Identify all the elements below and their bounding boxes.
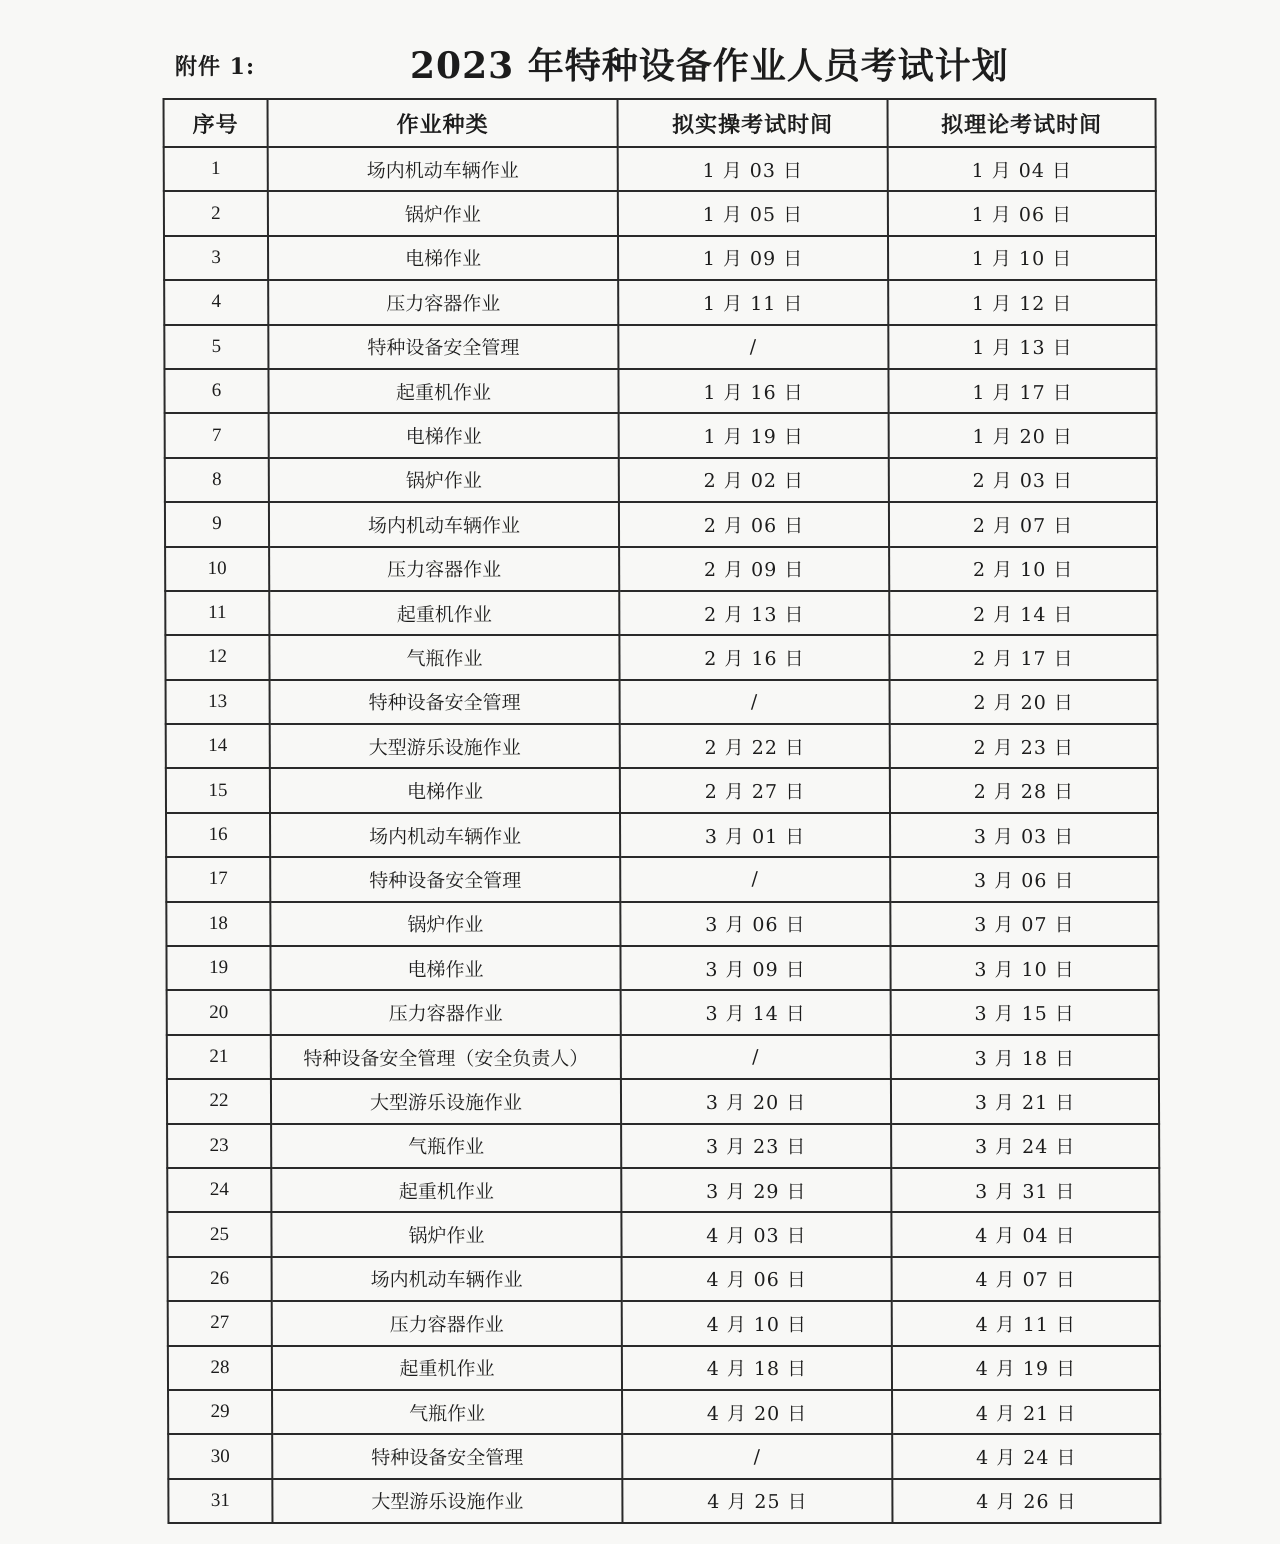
cell-theory-exam-date: 2 月 07 日 [889, 502, 1157, 546]
cell-operation-type: 大型游乐设施作业 [270, 724, 620, 768]
cell-serial-number: 5 [164, 325, 268, 369]
cell-practical-exam-date: 3 月 01 日 [620, 813, 890, 857]
cell-operation-type: 电梯作业 [270, 946, 620, 990]
cell-serial-number: 7 [165, 413, 269, 457]
cell-theory-exam-date: 4 月 07 日 [892, 1257, 1160, 1301]
cell-serial-number: 21 [167, 1035, 271, 1079]
cell-practical-exam-date: 4 月 03 日 [621, 1212, 891, 1256]
cell-practical-exam-date: 1 月 11 日 [618, 280, 888, 324]
cell-theory-exam-date: 3 月 24 日 [891, 1124, 1159, 1168]
table-row [168, 1301, 1160, 1345]
table-row [166, 902, 1158, 946]
cell-serial-number: 8 [165, 458, 269, 502]
cell-operation-type: 场内机动车辆作业 [272, 1257, 622, 1301]
cell-theory-exam-date: 4 月 21 日 [892, 1390, 1160, 1434]
cell-serial-number: 30 [168, 1434, 272, 1478]
cell-practical-exam-date: 3 月 20 日 [621, 1079, 891, 1123]
cell-serial-number: 28 [168, 1346, 272, 1390]
cell-operation-type: 压力容器作业 [268, 280, 618, 324]
cell-theory-exam-date: 1 月 20 日 [889, 413, 1157, 457]
cell-operation-type: 特种设备安全管理 [268, 325, 618, 369]
cell-theory-exam-date: 3 月 07 日 [890, 902, 1158, 946]
cell-serial-number: 24 [167, 1168, 271, 1212]
cell-serial-number: 18 [166, 902, 270, 946]
cell-theory-exam-date: 4 月 26 日 [892, 1479, 1160, 1523]
cell-serial-number: 17 [166, 857, 270, 901]
cell-theory-exam-date: 4 月 24 日 [892, 1434, 1160, 1478]
cell-serial-number: 15 [166, 768, 270, 812]
table-row [168, 1257, 1160, 1301]
cell-practical-exam-date: 4 月 10 日 [622, 1301, 892, 1345]
cell-serial-number: 6 [164, 369, 268, 413]
table-row [167, 1035, 1159, 1079]
cell-practical-exam-date: 3 月 14 日 [621, 990, 891, 1034]
cell-practical-exam-date: 2 月 13 日 [619, 591, 889, 635]
cell-operation-type: 压力容器作业 [271, 990, 621, 1034]
table-row [166, 768, 1158, 812]
cell-practical-exam-date: 4 月 25 日 [622, 1479, 892, 1523]
cell-operation-type: 大型游乐设施作业 [272, 1479, 622, 1523]
cell-practical-exam-date: 2 月 02 日 [619, 458, 889, 502]
cell-practical-exam-date: 1 月 16 日 [618, 369, 888, 413]
cell-serial-number: 1 [164, 147, 268, 191]
cell-operation-type: 特种设备安全管理 [270, 680, 620, 724]
cell-operation-type: 特种设备安全管理 [270, 857, 620, 901]
cell-practical-exam-date: 1 月 09 日 [618, 236, 888, 280]
cell-operation-type: 大型游乐设施作业 [271, 1079, 621, 1123]
cell-practical-exam-date: 1 月 03 日 [618, 147, 888, 191]
table-row [166, 680, 1158, 724]
cell-operation-type: 锅炉作业 [271, 1212, 621, 1256]
cell-operation-type: 起重机作业 [269, 591, 619, 635]
cell-operation-type: 起重机作业 [272, 1346, 622, 1390]
cell-theory-exam-date: 4 月 04 日 [891, 1212, 1159, 1256]
cell-operation-type: 压力容器作业 [272, 1301, 622, 1345]
cell-operation-type: 锅炉作业 [269, 458, 619, 502]
cell-practical-exam-date: 3 月 23 日 [621, 1124, 891, 1168]
table-row [167, 1212, 1159, 1256]
cell-serial-number: 4 [164, 280, 268, 324]
cell-operation-type: 锅炉作业 [268, 191, 618, 235]
cell-serial-number: 11 [165, 591, 269, 635]
cell-theory-exam-date: 3 月 18 日 [891, 1035, 1159, 1079]
table-row [166, 724, 1158, 768]
table-row [168, 1434, 1160, 1478]
cell-practical-exam-date: / [621, 1035, 891, 1079]
cell-operation-type: 特种设备安全管理（安全负责人） [271, 1035, 621, 1079]
cell-serial-number: 31 [168, 1479, 272, 1523]
cell-operation-type: 压力容器作业 [269, 547, 619, 591]
cell-theory-exam-date: 1 月 10 日 [888, 236, 1156, 280]
cell-theory-exam-date: 4 月 11 日 [892, 1301, 1160, 1345]
cell-theory-exam-date: 2 月 10 日 [889, 547, 1157, 591]
cell-practical-exam-date: 2 月 16 日 [619, 635, 889, 679]
cell-practical-exam-date: 3 月 29 日 [621, 1168, 891, 1212]
cell-practical-exam-date: 4 月 06 日 [622, 1257, 892, 1301]
table-row [165, 591, 1157, 635]
cell-serial-number: 19 [166, 946, 270, 990]
cell-serial-number: 27 [168, 1301, 272, 1345]
cell-theory-exam-date: 4 月 19 日 [892, 1346, 1160, 1390]
cell-operation-type: 起重机作业 [268, 369, 618, 413]
table-row [164, 236, 1156, 280]
table-row [164, 191, 1156, 235]
header-operation-type: 作业种类 [268, 99, 618, 147]
cell-serial-number: 2 [164, 191, 268, 235]
cell-theory-exam-date: 3 月 03 日 [890, 813, 1158, 857]
cell-practical-exam-date: 2 月 06 日 [619, 502, 889, 546]
cell-operation-type: 气瓶作业 [271, 1124, 621, 1168]
table-row [167, 1124, 1159, 1168]
cell-operation-type: 锅炉作业 [270, 902, 620, 946]
cell-serial-number: 22 [167, 1079, 271, 1123]
cell-theory-exam-date: 2 月 14 日 [889, 591, 1157, 635]
cell-practical-exam-date: 2 月 09 日 [619, 547, 889, 591]
cell-operation-type: 场内机动车辆作业 [270, 813, 620, 857]
cell-theory-exam-date: 3 月 10 日 [890, 946, 1158, 990]
cell-practical-exam-date: 4 月 18 日 [622, 1346, 892, 1390]
cell-operation-type: 起重机作业 [271, 1168, 621, 1212]
header-serial-number: 序号 [164, 99, 268, 147]
cell-practical-exam-date: 2 月 27 日 [620, 768, 890, 812]
cell-operation-type: 特种设备安全管理 [272, 1434, 622, 1478]
table-body [164, 147, 1161, 1523]
cell-serial-number: 23 [167, 1124, 271, 1168]
cell-serial-number: 26 [168, 1257, 272, 1301]
table-row [167, 1168, 1159, 1212]
cell-operation-type: 气瓶作业 [269, 635, 619, 679]
cell-operation-type: 气瓶作业 [272, 1390, 622, 1434]
table-row [167, 1079, 1159, 1123]
table-row [164, 147, 1156, 191]
cell-practical-exam-date: / [620, 857, 890, 901]
table-row [165, 635, 1157, 679]
table-row [168, 1390, 1160, 1434]
cell-serial-number: 20 [167, 990, 271, 1034]
cell-practical-exam-date: / [622, 1434, 892, 1478]
table-row [167, 990, 1159, 1034]
cell-serial-number: 16 [166, 813, 270, 857]
cell-theory-exam-date: 2 月 23 日 [890, 724, 1158, 768]
cell-practical-exam-date: 2 月 22 日 [620, 724, 890, 768]
cell-theory-exam-date: 1 月 17 日 [888, 369, 1156, 413]
cell-theory-exam-date: 3 月 06 日 [890, 857, 1158, 901]
table-row [166, 946, 1158, 990]
table-row [166, 813, 1158, 857]
cell-operation-type: 场内机动车辆作业 [269, 502, 619, 546]
cell-theory-exam-date: 2 月 17 日 [889, 635, 1157, 679]
cell-theory-exam-date: 1 月 06 日 [888, 191, 1156, 235]
cell-theory-exam-date: 2 月 20 日 [890, 680, 1158, 724]
table-row [168, 1479, 1160, 1523]
attachment-label: 附件 1: [175, 54, 256, 80]
cell-serial-number: 29 [168, 1390, 272, 1434]
cell-practical-exam-date: 3 月 06 日 [620, 902, 890, 946]
cell-theory-exam-date: 1 月 13 日 [888, 325, 1156, 369]
cell-serial-number: 25 [167, 1212, 271, 1256]
cell-operation-type: 电梯作业 [268, 236, 618, 280]
table-row [166, 857, 1158, 901]
cell-serial-number: 14 [166, 724, 270, 768]
cell-theory-exam-date: 1 月 12 日 [888, 280, 1156, 324]
table-row [164, 280, 1156, 324]
table-row [164, 325, 1156, 369]
cell-serial-number: 12 [165, 635, 269, 679]
header-practical-exam-date: 拟实操考试时间 [618, 99, 888, 147]
cell-serial-number: 13 [166, 680, 270, 724]
cell-serial-number: 9 [165, 502, 269, 546]
cell-theory-exam-date: 1 月 04 日 [888, 147, 1156, 191]
cell-practical-exam-date: / [618, 325, 888, 369]
cell-operation-type: 电梯作业 [269, 413, 619, 457]
cell-serial-number: 10 [165, 547, 269, 591]
exam-schedule-table [163, 98, 1162, 1524]
cell-operation-type: 电梯作业 [270, 768, 620, 812]
table-row [168, 1346, 1160, 1390]
table-header-row [164, 99, 1156, 147]
table-row [164, 369, 1156, 413]
cell-practical-exam-date: 1 月 05 日 [618, 191, 888, 235]
cell-practical-exam-date: 3 月 09 日 [620, 946, 890, 990]
cell-theory-exam-date: 3 月 15 日 [891, 990, 1159, 1034]
cell-theory-exam-date: 3 月 21 日 [891, 1079, 1159, 1123]
document-title: 2023 年特种设备作业人员考试计划 [410, 45, 1009, 87]
table-row [165, 547, 1157, 591]
table-row [165, 458, 1157, 502]
cell-theory-exam-date: 2 月 28 日 [890, 768, 1158, 812]
table-row [165, 413, 1157, 457]
cell-operation-type: 场内机动车辆作业 [268, 147, 618, 191]
cell-practical-exam-date: 4 月 20 日 [622, 1390, 892, 1434]
cell-theory-exam-date: 3 月 31 日 [891, 1168, 1159, 1212]
header-theory-exam-date: 拟理论考试时间 [888, 99, 1156, 147]
table-row [165, 502, 1157, 546]
cell-serial-number: 3 [164, 236, 268, 280]
cell-practical-exam-date: / [620, 680, 890, 724]
cell-practical-exam-date: 1 月 19 日 [619, 413, 889, 457]
cell-theory-exam-date: 2 月 03 日 [889, 458, 1157, 502]
